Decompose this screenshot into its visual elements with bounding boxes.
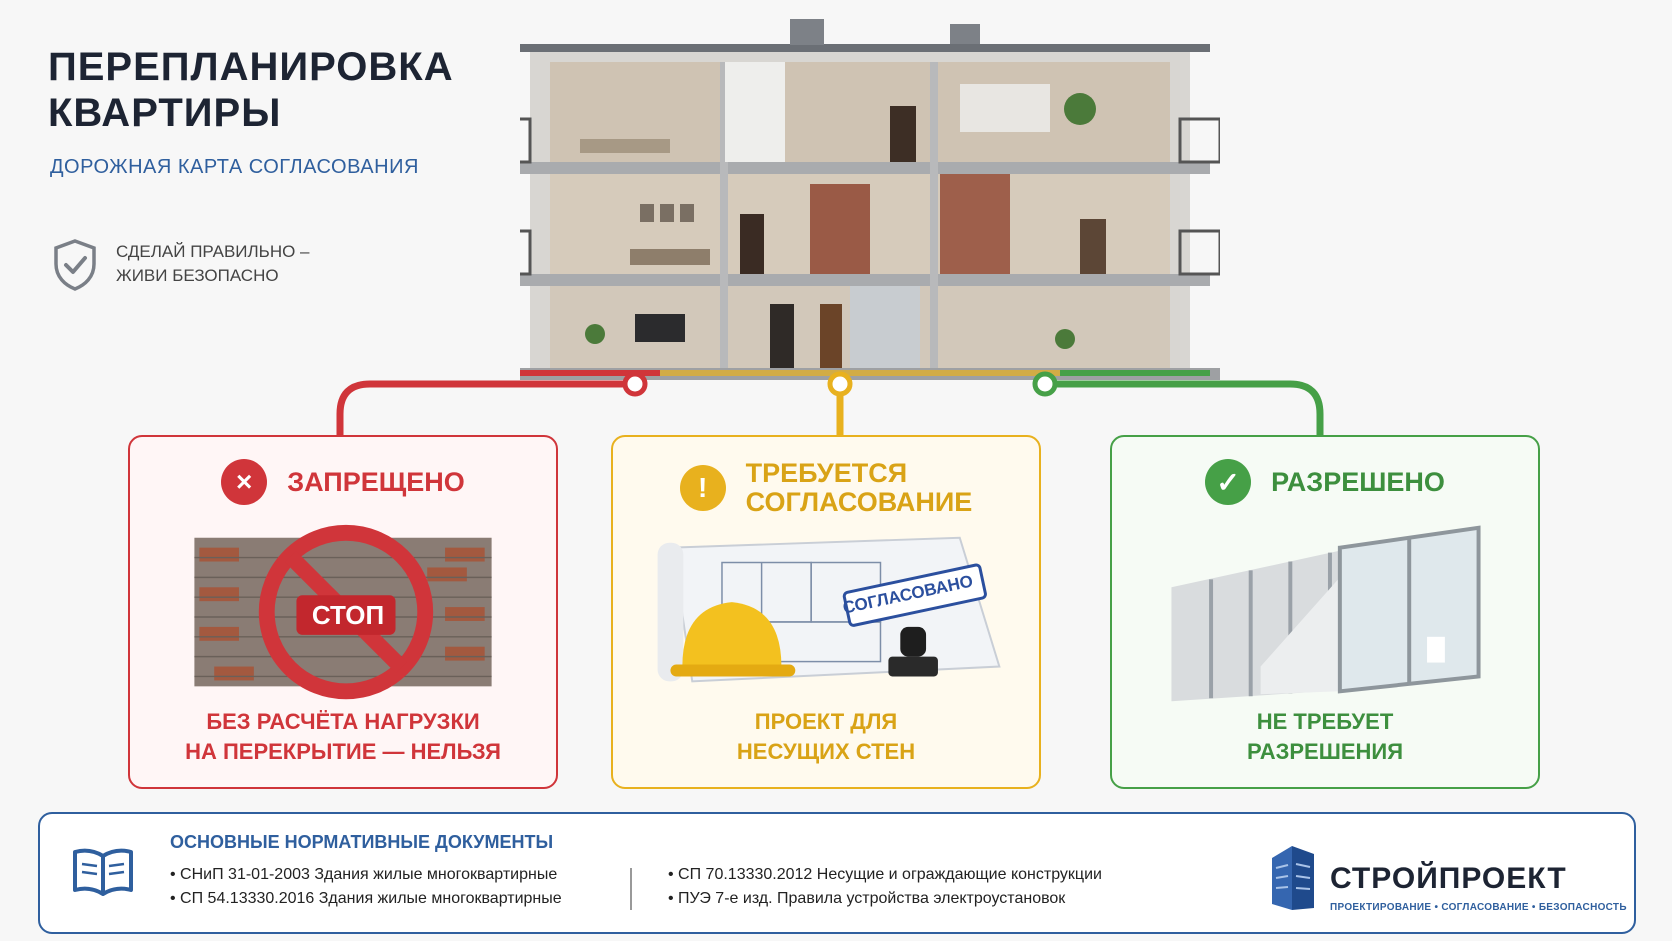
doc-item: • ПУЭ 7-е изд. Правила устройства электроустановок [668,890,1066,907]
card-caption [130,707,556,767]
caption-line: БЕЗ РАСЧЁТА НАГРУЗКИ [206,709,480,734]
exclamation-icon: ! [680,465,726,511]
page-title: ПЕРЕПЛАНИРОВКА КВАРТИРЫ [48,45,454,135]
stop-sign-label: СТОП [311,600,385,630]
building-logo-icon [1266,838,1320,914]
slogan-line: ЖИВИ БЕЗОПАСНО [116,266,279,285]
caption-line: НЕСУЩИХ СТЕН [736,739,916,764]
card-title-line: СОГЛАСОВАНИЕ [745,487,973,517]
card-forbidden [128,435,558,789]
card-header [1112,459,1538,505]
doc-item: • СНиП 31-01-2003 Здания жилые многоквартирные [170,866,558,883]
docs-title: ОСНОВНЫЕ НОРМАТИВНЫЕ ДОКУМЕНТЫ [170,832,554,852]
card-caption [1112,707,1538,767]
slogan-line: СДЕЛАЙ ПРАВИЛЬНО – [116,242,310,261]
page-subtitle: ДОРОЖНАЯ КАРТА СОГЛАСОВАНИЯ [50,156,419,178]
doc-item: • СП 54.13330.2016 Здания жилые многоквартирные [170,890,562,907]
divider [630,868,632,910]
card-allowed [1110,435,1540,789]
card-header [613,459,1039,517]
card-header [130,459,556,505]
card-caption [613,707,1039,767]
doc-item: • СП 70.13330.2012 Несущие и ограждающие конструкции [668,866,1102,883]
drywall-partition-illustration [1112,517,1538,717]
card-title [746,459,973,517]
caption-line: НА ПЕРЕКРЫТИЕ — НЕЛЬЗЯ [185,739,501,764]
regulatory-documents-panel [38,812,1636,934]
approved-stamp-label: СОГЛАСОВАНО [841,571,975,618]
caption-line: РАЗРЕШЕНИЯ [1246,739,1404,764]
blueprint-helmet-stamp-illustration [613,517,1039,717]
check-icon: ✓ [1205,459,1251,505]
brand-name: СТРОЙПРОЕКТ [1330,862,1567,895]
brand-tagline: ПРОЕКТИРОВАНИЕ • СОГЛАСОВАНИЕ • БЕЗОПАСНОСТЬ [1330,902,1627,913]
card-title: ЗАПРЕЩЕНО [287,466,465,497]
book-icon [70,844,136,900]
card-approval-required [611,435,1041,789]
card-title: РАЗРЕШЕНО [1271,466,1445,497]
caption-line: НЕ ТРЕБУЕТ [1256,709,1394,734]
cross-icon: × [221,459,267,505]
card-title-line: ТРЕБУЕТСЯ [745,458,908,488]
caption-line: ПРОЕКТ ДЛЯ [754,709,898,734]
